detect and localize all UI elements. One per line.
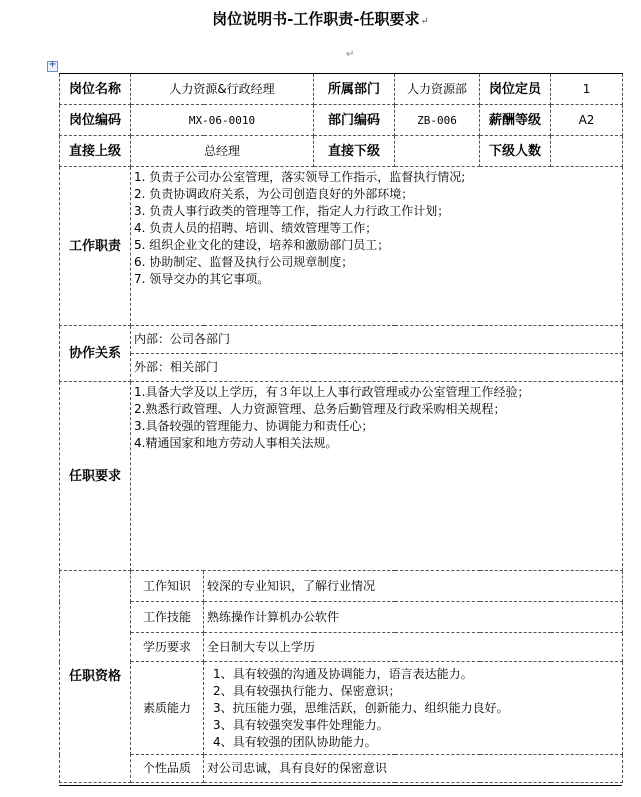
list-item: 5. 组织企业文化的建设，培养和激励部门员工；: [134, 238, 390, 252]
relations-label: 协作关系: [60, 326, 131, 382]
ability-content[interactable]: [204, 662, 623, 755]
list-item: 3.具备较强的管理能力、协调能力和责任心；: [134, 419, 374, 433]
duties-label: 工作职责: [60, 167, 131, 326]
relations-external[interactable]: 外部：相关部门: [131, 354, 623, 382]
dept-code-value[interactable]: ZB-006: [395, 105, 480, 136]
salary-value[interactable]: A2: [551, 105, 623, 136]
duties-content[interactable]: [131, 167, 623, 326]
post-code-label: 岗位编码: [60, 105, 131, 136]
list-item: 6. 协助制定、监督及执行公司规章制度；: [134, 255, 354, 269]
table-row: [60, 326, 623, 354]
headcount-label: 岗位定员: [480, 74, 551, 105]
table-row: [60, 74, 623, 105]
knowledge-value[interactable]: 较深的专业知识，了解行业情况: [204, 571, 623, 602]
list-item: 2、具有较强执行能力、保密意识；: [213, 683, 401, 698]
table-move-handle-icon[interactable]: [47, 61, 58, 72]
table-row: [60, 633, 623, 662]
post-name-value[interactable]: 人力资源&行政经理: [131, 74, 314, 105]
list-item: 2. 负责协调政府关系，为公司创造良好的外部环境；: [134, 187, 414, 201]
requirements-content[interactable]: [131, 382, 623, 571]
page-title: 岗位说明书-工作职责-任职要求↵: [212, 10, 429, 28]
list-item: 4.精通国家和地方劳动人事相关法规。: [134, 436, 338, 450]
list-item: 4. 负责人员的招聘、培训、绩效管理等工作；: [134, 221, 378, 235]
table-row: [60, 167, 623, 326]
requirements-label: 任职要求: [60, 382, 131, 571]
duties-list: [134, 169, 619, 288]
education-value[interactable]: 全日制大专以上学历: [204, 633, 623, 662]
character-value[interactable]: 对公司忠诚，具有良好的保密意识: [204, 755, 623, 783]
list-item: 3、具有较强突发事件处理能力。: [213, 717, 389, 732]
list-item: 1.具备大学及以上学历，有３年以上人事行政管理或办公室管理工作经验；: [134, 385, 530, 399]
character-label: 个性品质: [131, 755, 204, 783]
table-row: [60, 755, 623, 783]
sub-count-value[interactable]: [551, 136, 623, 167]
headcount-value[interactable]: 1: [551, 74, 623, 105]
list-item: 4、具有较强的团队协助能力。: [213, 734, 377, 749]
table-bottom-border: [59, 785, 622, 786]
list-item: 3、抗压能力强，思维活跃，创新能力、组织能力良好。: [213, 700, 509, 715]
subordinate-value[interactable]: [395, 136, 480, 167]
ability-list: [207, 666, 619, 751]
salary-label: 薪酬等级: [480, 105, 551, 136]
skill-value[interactable]: 熟练操作计算机办公软件: [204, 602, 623, 633]
job-description-table: [59, 73, 623, 783]
table-row: [60, 571, 623, 602]
list-item: 1. 负责子公司办公室管理，落实领导工作指示，监督执行情况;: [134, 170, 466, 184]
dept-code-label: 部门编码: [314, 105, 395, 136]
subordinate-label: 直接下级: [314, 136, 395, 167]
paragraph-mark: ↵: [346, 49, 355, 60]
list-item: 3. 负责人事行政类的管理等工作，指定人力行政工作计划；: [134, 204, 450, 218]
list-item: 1、具有较强的沟通及协调能力，语言表达能力。: [213, 666, 473, 681]
table-row: [60, 136, 623, 167]
superior-label: 直接上级: [60, 136, 131, 167]
table-row: [60, 354, 623, 382]
sub-count-label: 下级人数: [480, 136, 551, 167]
relations-internal[interactable]: 内部：公司各部门: [131, 326, 623, 354]
ability-label: 素质能力: [131, 662, 204, 755]
table-row: [60, 662, 623, 755]
post-name-label: 岗位名称: [60, 74, 131, 105]
superior-value[interactable]: 总经理: [131, 136, 314, 167]
list-item: 7. 领导交办的其它事项。: [134, 272, 270, 286]
post-code-value[interactable]: MX-06-0010: [131, 105, 314, 136]
qualifications-label: 任职资格: [60, 571, 131, 783]
skill-label: 工作技能: [131, 602, 204, 633]
dept-label: 所属部门: [314, 74, 395, 105]
table-row: [60, 382, 623, 571]
dept-value[interactable]: 人力资源部: [395, 74, 480, 105]
knowledge-label: 工作知识: [131, 571, 204, 602]
requirements-list: [134, 384, 619, 452]
table-row: [60, 602, 623, 633]
table-row: [60, 105, 623, 136]
education-label: 学历要求: [131, 633, 204, 662]
list-item: 2.熟悉行政管理、人力资源管理、总务后勤管理及行政采购相关规程；: [134, 402, 506, 416]
